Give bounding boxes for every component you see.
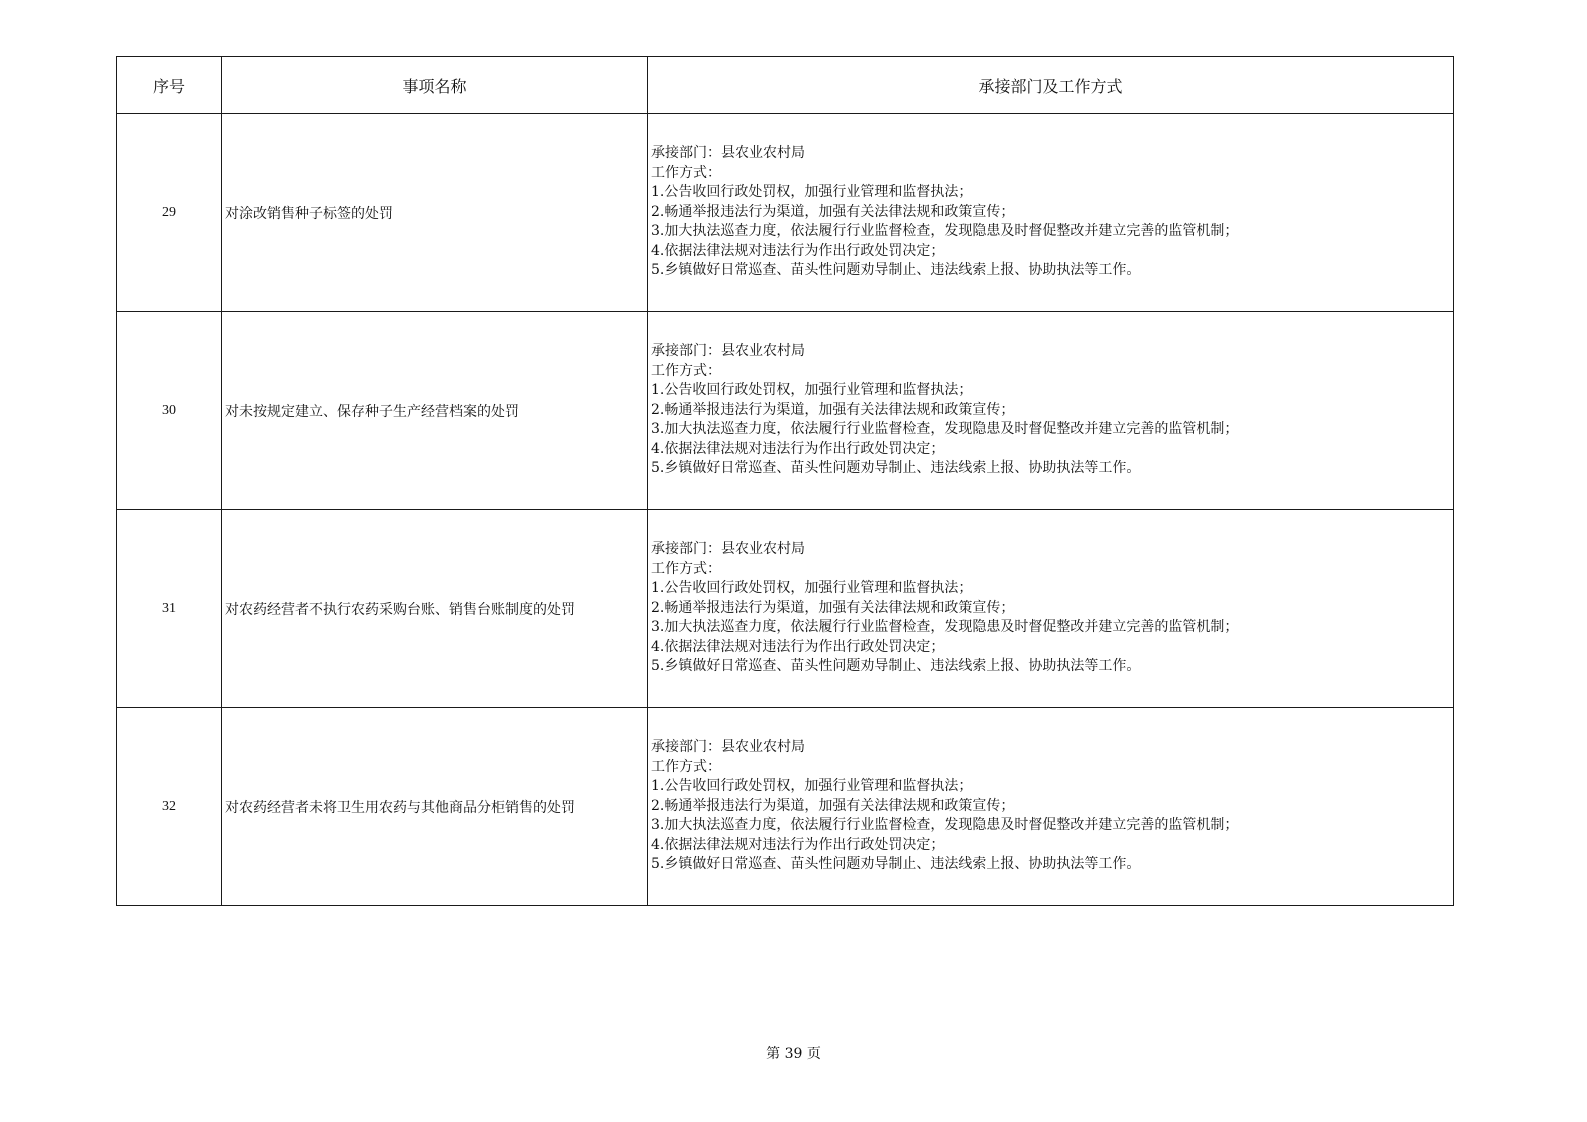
item-name: 对未按规定建立、保存种子生产经营档案的处罚 bbox=[222, 312, 648, 510]
method-line: 1.公告收回行政处罚权，加强行业管理和监督执法； bbox=[651, 580, 973, 597]
method-line: 1.公告收回行政处罚权，加强行业管理和监督执法； bbox=[651, 382, 973, 399]
method-line: 承接部门：县农业农村局 bbox=[651, 343, 805, 360]
items-table bbox=[116, 56, 1454, 906]
method-cell bbox=[648, 312, 1454, 510]
method-line: 2.畅通举报违法行为渠道，加强有关法律法规和政策宣传； bbox=[651, 203, 1015, 220]
method-line: 5.乡镇做好日常巡查、苗头性问题劝导制止、违法线索上报、协助执法等工作。 bbox=[651, 658, 1141, 675]
header-no: 序号 bbox=[117, 57, 222, 114]
method-line: 工作方式： bbox=[651, 164, 721, 181]
table-row bbox=[117, 114, 1454, 312]
method-line: 4.依据法律法规对违法行为作出行政处罚决定； bbox=[651, 638, 945, 655]
method-line: 4.依据法律法规对违法行为作出行政处罚决定； bbox=[651, 836, 945, 853]
method-line: 4.依据法律法规对违法行为作出行政处罚决定； bbox=[651, 440, 945, 457]
method-line: 2.畅通举报违法行为渠道，加强有关法律法规和政策宣传； bbox=[651, 797, 1015, 814]
method-line: 工作方式： bbox=[651, 560, 721, 577]
header-method: 承接部门及工作方式 bbox=[648, 57, 1454, 114]
method-line: 2.畅通举报违法行为渠道，加强有关法律法规和政策宣传； bbox=[651, 599, 1015, 616]
method-line: 4.依据法律法规对违法行为作出行政处罚决定； bbox=[651, 242, 945, 259]
item-name: 对农药经营者不执行农药采购台账、销售台账制度的处罚 bbox=[222, 510, 648, 708]
method-line: 承接部门：县农业农村局 bbox=[651, 541, 805, 558]
method-line: 5.乡镇做好日常巡查、苗头性问题劝导制止、违法线索上报、协助执法等工作。 bbox=[651, 460, 1141, 477]
page-number: 第 39 页 bbox=[766, 1046, 821, 1062]
method-cell bbox=[648, 114, 1454, 312]
method-line: 5.乡镇做好日常巡查、苗头性问题劝导制止、违法线索上报、协助执法等工作。 bbox=[651, 856, 1141, 873]
method-line: 3.加大执法巡查力度，依法履行行业监督检查，发现隐患及时督促整改并建立完善的监管机制； bbox=[651, 817, 1239, 834]
table-row bbox=[117, 510, 1454, 708]
method-line: 1.公告收回行政处罚权，加强行业管理和监督执法； bbox=[651, 778, 973, 795]
method-line: 承接部门：县农业农村局 bbox=[651, 739, 805, 756]
method-line: 5.乡镇做好日常巡查、苗头性问题劝导制止、违法线索上报、协助执法等工作。 bbox=[651, 262, 1141, 279]
method-line: 工作方式： bbox=[651, 362, 721, 379]
method-line: 承接部门：县农业农村局 bbox=[651, 145, 805, 162]
method-cell bbox=[648, 708, 1454, 906]
method-line: 3.加大执法巡查力度，依法履行行业监督检查，发现隐患及时督促整改并建立完善的监管机制； bbox=[651, 421, 1239, 438]
table-row bbox=[117, 312, 1454, 510]
method-line: 工作方式： bbox=[651, 758, 721, 775]
method-cell bbox=[648, 510, 1454, 708]
row-number: 30 bbox=[117, 312, 222, 510]
method-line: 1.公告收回行政处罚权，加强行业管理和监督执法； bbox=[651, 184, 973, 201]
header-name: 事项名称 bbox=[222, 57, 648, 114]
row-number: 31 bbox=[117, 510, 222, 708]
row-number: 29 bbox=[117, 114, 222, 312]
method-line: 3.加大执法巡查力度，依法履行行业监督检查，发现隐患及时督促整改并建立完善的监管机制； bbox=[651, 223, 1239, 240]
row-number: 32 bbox=[117, 708, 222, 906]
item-name: 对农药经营者未将卫生用农药与其他商品分柜销售的处罚 bbox=[222, 708, 648, 906]
method-line: 3.加大执法巡查力度，依法履行行业监督检查，发现隐患及时督促整改并建立完善的监管机制； bbox=[651, 619, 1239, 636]
table-row bbox=[117, 708, 1454, 906]
item-name: 对涂改销售种子标签的处罚 bbox=[222, 114, 648, 312]
table-header-row bbox=[117, 57, 1454, 114]
method-line: 2.畅通举报违法行为渠道，加强有关法律法规和政策宣传； bbox=[651, 401, 1015, 418]
